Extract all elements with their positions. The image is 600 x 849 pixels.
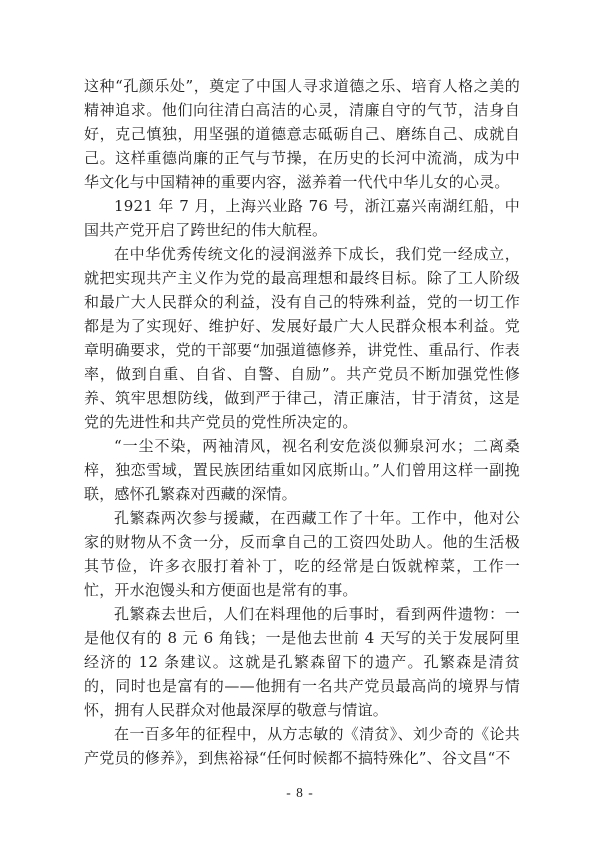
paragraph: 孔繁森去世后，人们在料理他的后事时，看到两件遗物：一是他仅有的 8 元 6 角钱；一是他去世前 4 天写的关于发展阿里经济的 12 条建议。这就是孔繁森留下的遗产。孔繁森是清贫的，同时也是富有的——他拥有一名共产党员最高尚的境界与情怀，拥有人民群众对他最深厚的敬意与情谊。: [84, 605, 520, 719]
paragraph: 在中华优秀传统文化的浸润滋养下成长，我们党一经成立，就把实现共产主义作为党的最高理想和最终目标。除了工人阶级和最广大人民群众的利益，没有自己的特殊利益，党的一切工作都是为了实现好、维护好、发展好最广大人民群众根本利益。党章明确要求，党的干部要“加强道德修养，讲党性、重品行、作表率，做到自重、自省、自警、自励”。共产党员不断加强党性修养、筑牢思想防线，做到严于律己，清正廉洁，甘于清贫，这是党的先进性和共产党员的党性所决定的。: [84, 245, 520, 431]
paragraph: 孔繁森两次参与援藏，在西藏工作了十年。工作中，他对公家的财物从不贪一分，反而拿自己的工资四处助人。他的生活极其节俭，许多衣服打着补丁，吃的经常是白饭就榨菜，工作一忙，开水泡馒头和方便面也是常有的事。: [84, 509, 520, 599]
paragraph: “一尘不染，两袖清风，视名利安危淡似狮泉河水；二离桑梓，独恋雪域，置民族团结重如冈底斯山。”人们曾用这样一副挽联，感怀孔繁森对西藏的深情。: [84, 437, 520, 503]
paragraph: 在一百多年的征程中，从方志敏的《清贫》、刘少奇的《论共产党员的修养》，到焦裕禄“任何时候都不搞特殊化”、谷文昌“不: [84, 725, 520, 767]
document-body-text: [84, 74, 520, 770]
paragraph: 这种“孔颜乐处”，奠定了中国人寻求道德之乐、培育人格之美的精神追求。他们向往清白高洁的心灵，清廉自守的气节，洁身自好，克己慎独，用坚强的道德意志砥砺自己、磨练自己、成就自己。这样重德尚廉的正气与节操，在历史的长河中流淌，成为中华文化与中国精神的重要内容，滋养着一代代中华儿女的心灵。: [84, 77, 520, 191]
page-number: - 8 -: [286, 785, 314, 800]
paragraph: 1921 年 7 月，上海兴业路 76 号，浙江嘉兴南湖红船，中国共产党开启了跨世纪的伟大航程。: [84, 197, 520, 239]
